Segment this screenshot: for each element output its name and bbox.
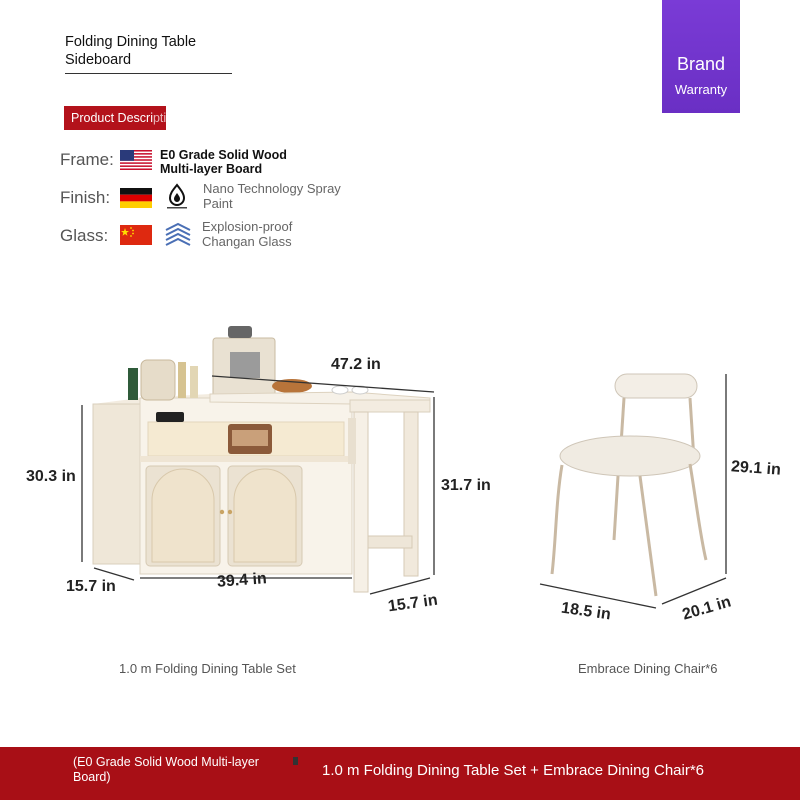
footer-bullet-icon — [293, 757, 298, 765]
dim-chair-height: 29.1 in — [730, 458, 782, 479]
glass-layers-icon — [164, 222, 192, 250]
spec-frame-text — [160, 148, 287, 176]
spec-frame-line-2: Multi-layer Board — [160, 162, 263, 176]
dim-table-width: 47.2 in — [331, 356, 381, 373]
spec-finish-text — [203, 181, 341, 211]
brand-warranty-badge — [662, 0, 740, 113]
dining-chair — [552, 374, 706, 596]
description-tag-faded-text: ption — [152, 111, 181, 125]
germany-flag-icon — [120, 188, 152, 208]
footer-set-description: 1.0 m Folding Dining Table Set + Embrace Dining Chair*6 — [322, 762, 705, 779]
spec-label-finish: Finish: — [60, 188, 111, 207]
dim-chair-depth: 20.1 in — [680, 593, 734, 624]
dim-cabinet-width: 39.4 in — [216, 570, 268, 591]
dim-leg-depth: 15.7 in — [386, 591, 439, 616]
china-flag-icon — [120, 225, 152, 245]
brand-name: Brand — [676, 54, 726, 74]
spec-finish-line-2: Paint — [203, 196, 233, 211]
title-line-1: Folding Dining Table — [65, 34, 197, 50]
dim-cabinet-height: 30.3 in — [26, 468, 76, 485]
brand-warranty-label: Warranty — [674, 82, 728, 97]
chair-dimension-lines — [540, 374, 726, 608]
flame-certification-icon — [163, 182, 191, 210]
footer-material-line-1: (E0 Grade Solid Wood Multi-layer — [73, 755, 259, 769]
dim-table-height: 31.7 in — [441, 477, 491, 494]
page-title — [65, 33, 232, 74]
spec-finish-line-1: Nano Technology Spray — [203, 181, 341, 196]
spec-label-frame: Frame: — [60, 150, 114, 169]
footer-material-line-2: Board) — [73, 770, 111, 784]
spec-frame-line-1: E0 Grade Solid Wood — [160, 148, 287, 162]
product-description-tag — [64, 106, 181, 130]
title-line-2: Sideboard — [65, 52, 132, 68]
us-flag-icon — [120, 150, 152, 170]
dim-chair-width: 18.5 in — [560, 599, 612, 624]
spec-glass-line-1: Explosion-proof — [202, 219, 293, 234]
product-illustration — [0, 310, 800, 640]
spec-label-glass: Glass: — [60, 226, 109, 245]
spec-glass-line-2: Changan Glass — [202, 234, 292, 249]
caption-dining-chair: Embrace Dining Chair*6 — [578, 661, 718, 676]
dim-cabinet-depth: 15.7 in — [66, 578, 116, 595]
countertop-items — [128, 326, 312, 400]
sideboard-cabinet — [93, 394, 352, 574]
footer-banner — [0, 747, 800, 800]
spec-glass-text — [202, 219, 292, 249]
caption-table-set: 1.0 m Folding Dining Table Set — [119, 661, 296, 676]
footer-material-text — [73, 755, 293, 785]
description-tag-text: Product Descri — [71, 111, 153, 125]
